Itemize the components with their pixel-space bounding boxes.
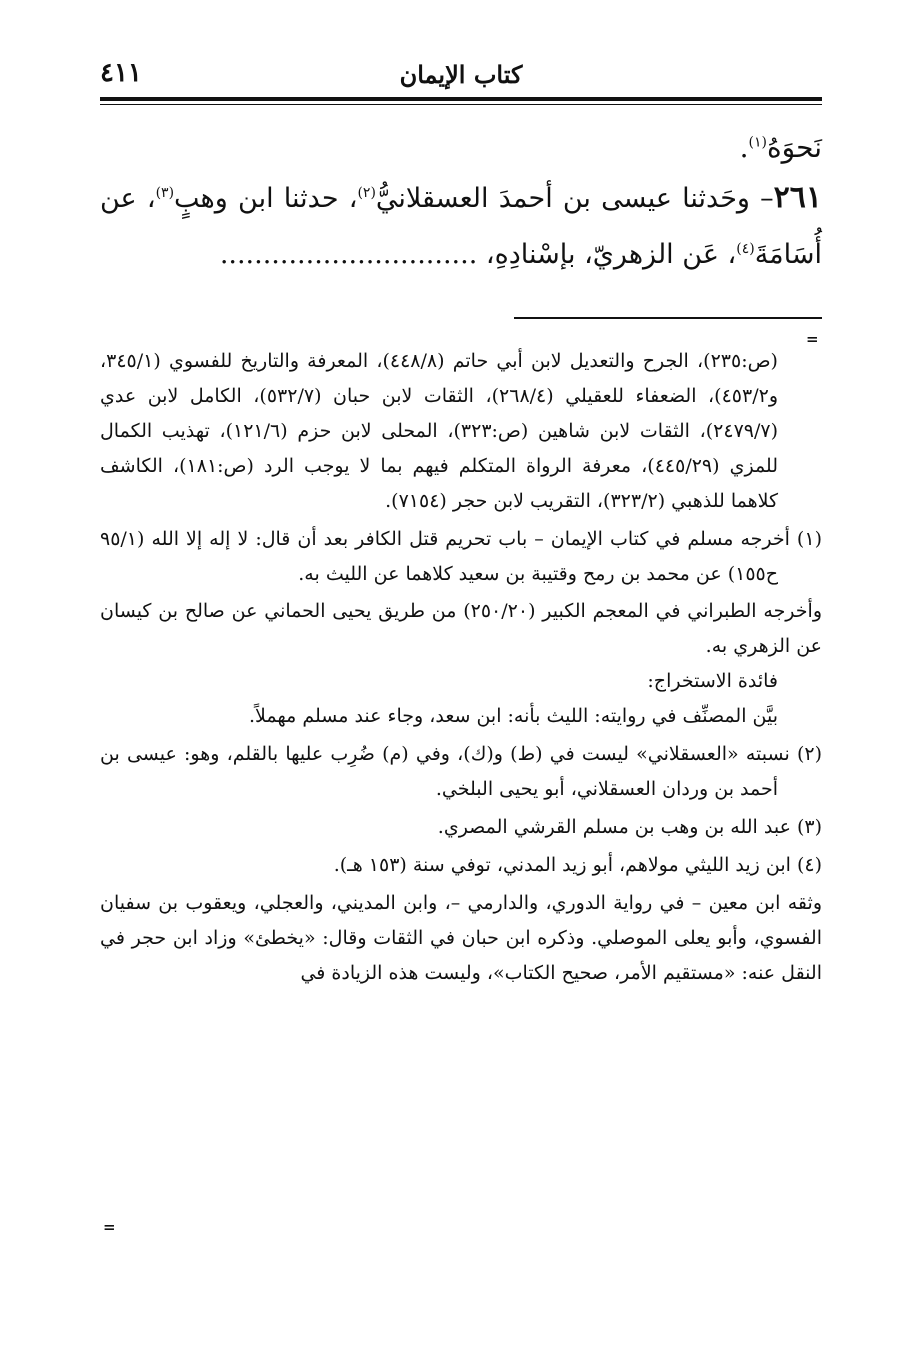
footnote-ref-2: (٢) — [357, 185, 376, 201]
footnote-separator — [514, 317, 822, 319]
footnote-4: (٤) ابن زيد الليثي مولاهم، أبو زيد المدني، توفي سنة (١٥٣ هـ). — [333, 854, 822, 876]
continuation-mark-bottom: = — [103, 1218, 116, 1236]
footnote-ref-3: (٣) — [155, 185, 175, 201]
previous-line-text: نَحوَهُ — [766, 131, 822, 164]
hadith-261 — [100, 170, 822, 283]
footnote-1-benefit-text: بيَّن المصنِّف في روايته: الليث بأنه: ابن سعد، وجاء عند مسلم مهملاً. — [249, 705, 778, 727]
running-title: كتاب الإيمان — [399, 60, 523, 89]
footnote-ref-1: (١) — [748, 134, 767, 151]
footnote-3: (٣) عبد الله بن وهب بن مسلم القرشي المصري. — [437, 816, 822, 838]
hadith-text-part4: ، عَن الزهريّ، بإسْنادِهِ، .............................. — [219, 239, 737, 270]
page-number: ٤١١ — [100, 58, 142, 88]
hadith-number: ٢٦١ — [773, 180, 822, 215]
footnote-1-tabarani: وأخرجه الطبراني في المعجم الكبير (٢٥٠/٢٠) من طريق يحيى الحماني عن صالح بن كيسان عن الزهري به. — [100, 600, 822, 657]
footnote-2: (٢) نسبته «العسقلاني» ليست في (ط) و(ك)، وفي (م) ضُرِب عليها بالقلم، وهو: عيسى بن أحمد بن وردان العسقلاني، أبو يحيى البلخي. — [100, 743, 822, 800]
footnote-4-continuation: وثقه ابن معين – في رواية الدوري، والدارمي –، وابن المديني، والعجلي، ويعقوب بن سفيان الفسوي، وأبو يعلى الموصلي. وذكره ابن حبان في الثقات وقال: «يخطئ» وزاد ابن حجر في النقل عنه: «مستقيم الأمر، صحيح الكتاب»، وليست هذه الزيادة في — [100, 892, 822, 984]
footnotes-area — [100, 344, 822, 991]
header-rule-thick — [100, 97, 822, 101]
footnote-continuation: (ص:٢٣٥)، الجرح والتعديل لابن أبي حاتم (٤٤٨/٨)، المعرفة والتاريخ للفسوي (٣٤٥/١، و٤٥٣/٢)، الضعفاء للعقيلي (٢٦٨/٤)، الثقات لابن حبان (٥٣٢/٧)، الكامل لابن عدي (٢٤٧٩/٧)، الثقات لابن شاهين (ص:٣٢٣)، المحلى لابن حزم (١٢١/٦)، تهذيب الكمال للمزي (٤٤٥/٢٩)، معرفة الرواة المتكلم فيهم بما لا يوجب الرد (ص:١٨١)، الكاشف كلاهما للذهبي (٣٢٣/٢)، التقريب لابن حجر (٧١٥٤). — [100, 350, 779, 512]
hadith-text-part1: – وحَدثنا عيسى بن أحمدَ العسقلانيُّ — [375, 183, 774, 214]
hadith-text-part3: ، عن أُسَامَةَ — [100, 183, 822, 270]
previous-hadith-end: نَحوَهُ$^{(١)}$. — [739, 131, 822, 164]
header-rule-thin — [100, 104, 822, 105]
page-header — [100, 58, 822, 98]
continuation-mark-top: = — [806, 330, 819, 348]
footnote-ref-4: (٤) — [736, 241, 755, 257]
footnote-1-benefit-title: فائدة الاستخراج: — [647, 670, 778, 692]
footnote-1: (١) أخرجه مسلم في كتاب الإيمان – باب تحريم قتل الكافر بعد أن قال: لا إله إلا الله (٩٥/١ ح١٥٥) عن محمد بن رمح وقتيبة بن سعيد كلاهما عن الليث به. — [100, 528, 822, 585]
hadith-text-part2: ، حدثنا ابن وهبٍ — [174, 183, 358, 214]
